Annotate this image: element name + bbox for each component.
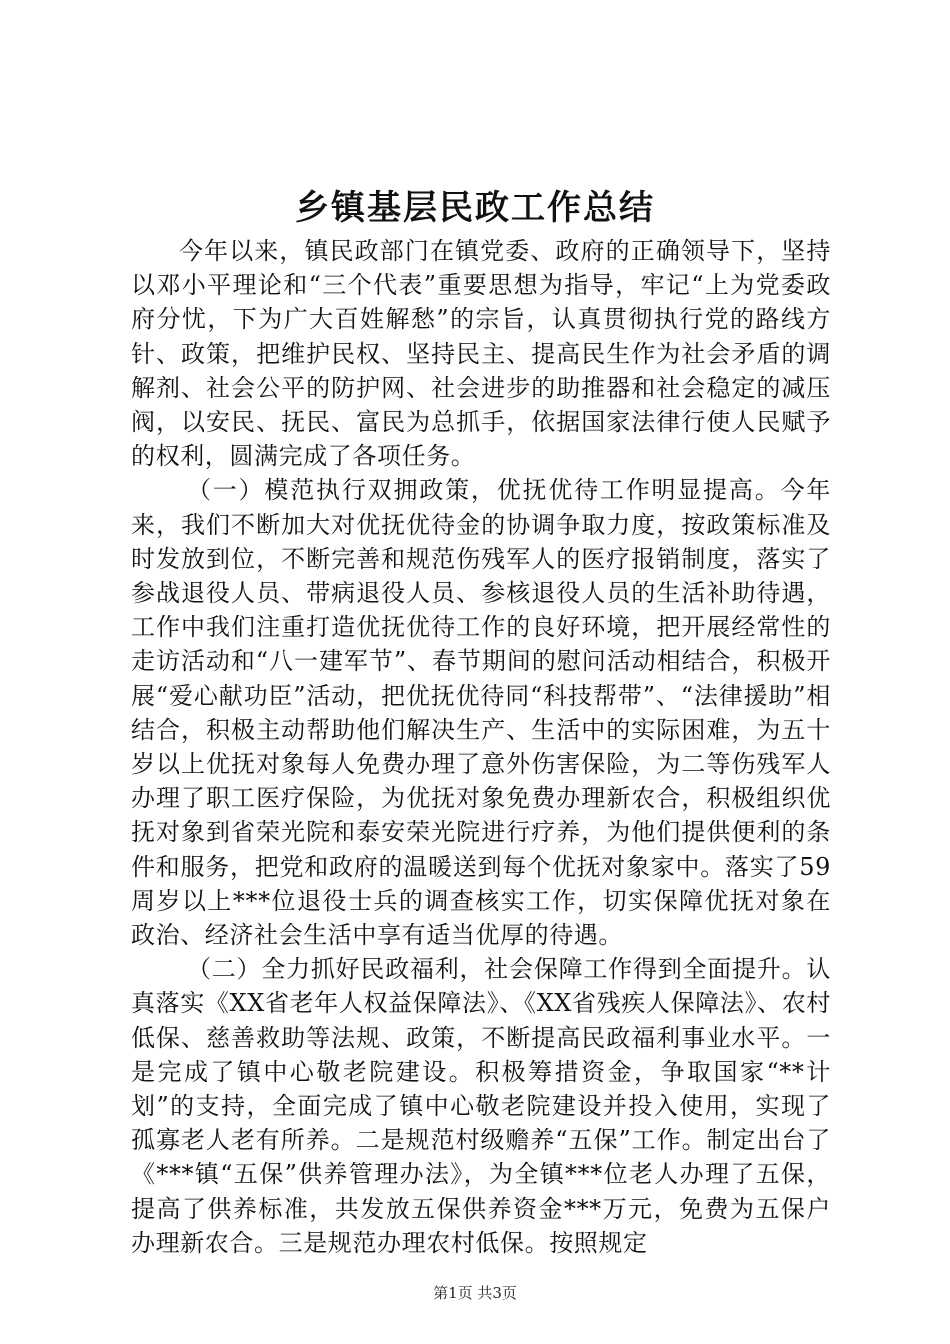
paragraph-intro: 今年以来，镇民政部门在镇党委、政府的正确领导下，坚持以邓小平理论和“三个代表”重要思想为指导，牢记“上为党委政府分忧，下为广大百姓解愁”的宗旨，认真贯彻执行党的路线方针、政策，把维护民权、坚持民主、提高民生作为社会矛盾的调解剂、社会公平的防护网、社会进步的助推器和社会稳定的减压阀，以安民、抚民、富民为总抓手，依据国家法律行使人民赋予的权利，圆满完成了各项任务。 <box>131 237 831 471</box>
document-body <box>131 234 831 1260</box>
paragraph-section-1: （一）模范执行双拥政策，优抚优待工作明显提高。今年来，我们不断加大对优抚优待金的协调争取力度，按政策标准及时发放到位，不断完善和规范伤残军人的医疗报销制度，落实了参战退役人员、带病退役人员、参核退役人员的生活补助待遇，工作中我们注重打造优抚优待工作的良好环境，把开展经常性的走访活动和“八一建军节”、春节期间的慰问活动相结合，积极开展“爱心献功臣”活动，把优抚优待同“科技帮带”、“法律援助”相结合，积极主动帮助他们解决生产、生活中的实际困难，为五十岁以上优抚对象每人免费办理了意外伤害保险，为二等伤残军人办理了职工医疗保险，为优抚对象免费办理新农合，积极组织优抚对象到省荣光院和泰安荣光院进行疗养，为他们提供便利的条件和服务，把党和政府的温暖送到每个优抚对象家中。落实了59周岁以上***位退役士兵的调查核实工作，切实保障优抚对象在政治、经济社会生活中享有适当优厚的待遇。 <box>131 476 831 950</box>
document-title: 乡镇基层民政工作总结 <box>295 188 655 228</box>
page-number-footer: 第1页 共3页 <box>433 1284 517 1302</box>
paragraph-section-2: （二）全力抓好民政福利，社会保障工作得到全面提升。认真落实《XX省老年人权益保障法》、《XX省残疾人保障法》、农村低保、慈善救助等法规、政策，不断提高民政福利事业水平。一是完成了镇中心敬老院建设。积极筹措资金，争取国家“**计划”的支持，全面完成了镇中心敬老院建设并投入使用，实现了孤寡老人老有所养。二是规范村级赡养“五保”工作。制定出台了《***镇“五保”供养管理办法》，为全镇***位老人办理了五保，提高了供养标准，共发放五保供养资金***万元，免费为五保户办理新农合。三是规范办理农村低保。按照规定 <box>131 955 831 1257</box>
